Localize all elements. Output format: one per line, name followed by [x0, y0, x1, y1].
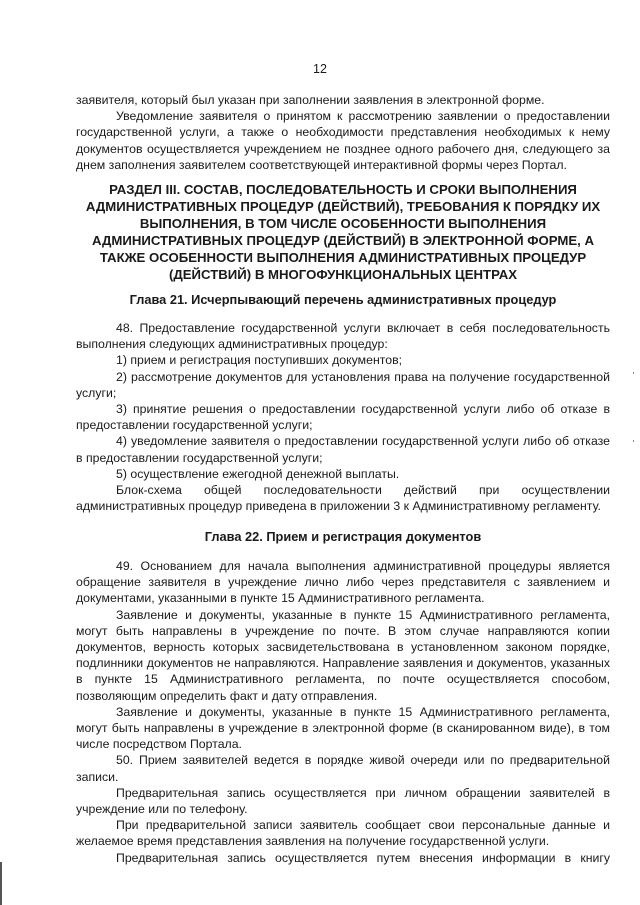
paragraph: При предварительной записи заявитель сообщает свои персональные данные и желаемое время представления заявления на получение государственной услуги.	[76, 818, 610, 849]
page-number: 12	[313, 62, 327, 76]
scan-speck	[633, 440, 634, 442]
paragraph: Блок-схема общей последовательности действий при осуществлении административных процедур приведена в приложении 3 к Административному регламенту.	[76, 483, 610, 514]
paragraph: Заявление и документы, указанные в пункте 15 Административного регламента, могут быть направлены в учреждение в электронной форме (в сканированном виде), в том числе посредством Портала.	[76, 704, 610, 752]
list-item: 3) принятие решения о предоставлении государственной услуги либо об отказе в предоставлении государственной услуги;	[76, 402, 610, 433]
paragraph: Предварительная запись осуществляется путем внесения информации в книгу	[116, 850, 610, 865]
paragraph: заявителя, который был указан при заполнении заявления в электронной форме.	[76, 93, 545, 107]
chapter-22-title: Глава 22. Прием и регистрация документов	[204, 529, 482, 544]
paragraph: 50. Прием заявителей ведется в порядке живой очереди или по предварительной записи.	[76, 753, 610, 784]
list-item: 2) рассмотрение документов для установления права на получение государственной услуги;	[76, 369, 610, 400]
chapter-21-title: Глава 21. Исчерпывающий перечень административных процедур	[129, 292, 557, 307]
chapter-22-body	[76, 558, 610, 866]
list-item: 5) осуществление ежегодной денежной выплаты.	[116, 466, 400, 481]
paragraph: Заявление и документы, указанные в пункте 15 Административного регламента, могут быть направлены в учреждение по почте. В этом случае направляются копии документов, верность которых засвидетельствована в установленном законом порядке, подлинники документов не направляются. Направление заявления и документов, указанных в пункте 15 Административного регламента, по почте осуществляется способом, позволяющим определить факт и дату отправления.	[76, 607, 610, 703]
list-item: 4) уведомление заявителя о предоставлении государственной услуги либо об отказе в предоставлении государственной услуги;	[76, 434, 610, 465]
chapter-21-body	[76, 320, 610, 514]
list-item: 1) прием и регистрация поступивших документов;	[116, 353, 403, 368]
scan-edge-mark	[0, 862, 2, 905]
section-title: РАЗДЕЛ III. СОСТАВ, ПОСЛЕДОВАТЕЛЬНОСТЬ И СРОКИ ВЫПОЛНЕНИЯ АДМИНИСТРАТИВНЫХ ПРОЦЕДУР (ДЕЙСТВИЙ), ТРЕБОВАНИЯ К ПОРЯДКУ ИХ ВЫПОЛНЕНИЯ, В ТОМ ЧИСЛЕ ОСОБЕННОСТИ ВЫПОЛНЕНИЯ АДМИНИСТРАТИВНЫХ ПРОЦЕДУР (ДЕЙСТВИЙ) В ЭЛЕКТРОННОЙ ФОРМЕ, А ТАКЖЕ ОСОБЕННОСТИ ВЫПОЛНЕНИЯ АДМИНИСТРАТИВНЫХ ПРОЦЕДУР (ДЕЙСТВИЙ) В МНОГОФУНКЦИОНАЛЬНЫХ ЦЕНТРАХ	[85, 182, 601, 283]
paragraph: Уведомление заявителя о принятом к рассмотрению заявлении о предоставлении государственной услуги, а также о необходимости представления необходимых к нему документов осуществляется учреждением не позднее одного рабочего дня, следующего за днем заполнения заявителем соответствующей интерактивной формы через Портал.	[76, 109, 610, 172]
paragraph: 48. Предоставление государственной услуги включает в себя последовательность выполнения следующих административных процедур:	[76, 321, 610, 352]
scan-speck	[633, 372, 634, 374]
paragraph: 49. Основанием для начала выполнения административной процедуры является обращение заявителя в учреждение лично либо через представителя с заявлением и документами, указанными в пункте 15 Административного регламента.	[76, 559, 610, 606]
intro-block	[76, 92, 610, 173]
paragraph: Предварительная запись осуществляется при личном обращении заявителей в учреждение или по телефону.	[76, 785, 610, 817]
